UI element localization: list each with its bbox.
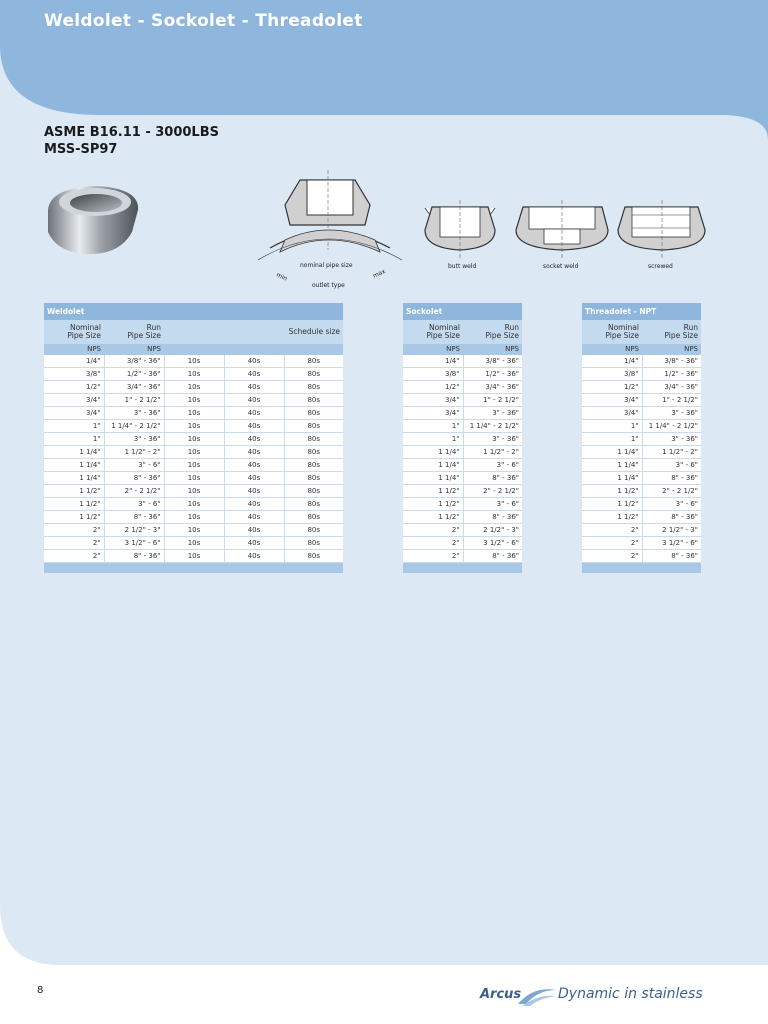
table-cell: 80s — [284, 446, 343, 459]
brand-tagline: Dynamic in stainless — [558, 986, 703, 1002]
table-row — [44, 550, 343, 563]
table-cell: 1 1/2" - 2" — [463, 446, 522, 459]
table-cell: 1" — [582, 420, 642, 433]
table-cell: 3/4" — [582, 394, 642, 407]
table-cell: 80s — [284, 368, 343, 381]
table-row — [403, 407, 522, 420]
table-cell: 3/8" — [44, 368, 104, 381]
min-label: min — [275, 271, 289, 283]
table-cell: 3" - 6" — [104, 498, 164, 511]
table-cell: 80s — [284, 472, 343, 485]
table-cell: 2" — [403, 524, 463, 537]
table-cell: 3" - 36" — [463, 407, 522, 420]
table-cell: 1 1/4" - 2 1/2" — [463, 420, 522, 433]
table-row — [403, 524, 522, 537]
table-cell: 3" - 6" — [642, 459, 701, 472]
table-cell: 1 1/2" — [582, 485, 642, 498]
table-cell: 80s — [284, 550, 343, 563]
table-cell: 1" — [44, 433, 104, 446]
table-cell: 2 1/2" - 3" — [104, 524, 164, 537]
table-cell: 40s — [224, 498, 284, 511]
table-cell: 3/4" - 36" — [463, 381, 522, 394]
table-row — [44, 394, 343, 407]
table-cell: 3/8" — [403, 368, 463, 381]
table-row — [44, 472, 343, 485]
table-cell: 2" — [44, 550, 104, 563]
table-row — [403, 485, 522, 498]
table-cell: 1 1/4" — [403, 446, 463, 459]
table-row — [582, 550, 701, 563]
table-cell: 3/4" - 36" — [104, 381, 164, 394]
table-cell: 1 1/4" - 2 1/2" — [104, 420, 164, 433]
table-cell: 1 1/4" — [403, 472, 463, 485]
table-cell: 10s — [164, 498, 224, 511]
table-row — [44, 511, 343, 524]
table-cell: 3" - 36" — [104, 433, 164, 446]
table-cell: 10s — [164, 472, 224, 485]
nps-header: NPS — [403, 344, 463, 355]
table-cell: 80s — [284, 459, 343, 472]
table-cell: 3" - 6" — [463, 498, 522, 511]
weldolet-table — [44, 303, 343, 573]
table-row — [44, 446, 343, 459]
table-cell: 40s — [224, 355, 284, 368]
table-row — [403, 537, 522, 550]
table-row — [582, 511, 701, 524]
table-cell: 1 1/2" — [44, 511, 104, 524]
table-cell: 1/2" — [44, 381, 104, 394]
table-row — [582, 446, 701, 459]
table-cell: 1 1/2" - 2" — [104, 446, 164, 459]
table-cell: 1 1/2" — [44, 485, 104, 498]
table-cell: 2" - 2 1/2" — [642, 485, 701, 498]
table-row — [403, 433, 522, 446]
page-number: 8 — [37, 985, 44, 996]
table-cell: 1 1/4" — [582, 472, 642, 485]
table-cell: 3/8" — [582, 368, 642, 381]
table-cell: 1" - 2 1/2" — [463, 394, 522, 407]
weldolet-product-photo — [40, 180, 145, 260]
butt-weld-label: butt weld — [448, 263, 477, 270]
nps-header: NPS — [104, 344, 164, 355]
nps-header: NPS — [642, 344, 701, 355]
table-cell: 40s — [224, 446, 284, 459]
table-row — [44, 368, 343, 381]
standard-line-2: MSS-SP97 — [44, 142, 118, 157]
sockolet-table — [403, 303, 522, 573]
weldolet-rows — [44, 355, 343, 563]
table-cell: 2" - 2 1/2" — [104, 485, 164, 498]
table-cell: 1/2" - 36" — [642, 368, 701, 381]
table-cell: 40s — [224, 524, 284, 537]
table-cell: 3" - 36" — [104, 407, 164, 420]
max-label: max — [371, 267, 387, 280]
table-cell: 80s — [284, 498, 343, 511]
table-cell: 10s — [164, 355, 224, 368]
threadolet-rows — [582, 355, 701, 563]
table-cell: 1" — [403, 433, 463, 446]
table-row — [44, 537, 343, 550]
table-cell: 1 1/2" — [403, 511, 463, 524]
table-cell: 40s — [224, 394, 284, 407]
brand-name: Arcus — [480, 987, 522, 1002]
table-cell: 2" — [44, 537, 104, 550]
table-cell: 3 1/2" - 6" — [463, 537, 522, 550]
table-row — [582, 394, 701, 407]
table-cell: 10s — [164, 394, 224, 407]
table-cell: 3/8" - 36" — [642, 355, 701, 368]
table-cell: 8" - 36" — [642, 472, 701, 485]
table-cell: 3/4" — [44, 394, 104, 407]
table-cell: 1 1/2" - 2" — [642, 446, 701, 459]
table-cell: 1 1/2" — [582, 511, 642, 524]
table-row — [403, 420, 522, 433]
table-cell: 2" — [44, 524, 104, 537]
table-cell: 2" - 2 1/2" — [463, 485, 522, 498]
table-cell: 3" - 6" — [104, 459, 164, 472]
table-cell: 80s — [284, 524, 343, 537]
table-cell: 10s — [164, 459, 224, 472]
table-cell: 2" — [403, 537, 463, 550]
table-row — [403, 498, 522, 511]
table-cell: 1 1/4" — [44, 472, 104, 485]
nps-header: NPS — [44, 344, 104, 355]
sockolet-rows — [403, 355, 522, 563]
table-cell: 1/4" — [582, 355, 642, 368]
run-pipe-size-header: Run Pipe Size — [642, 320, 701, 344]
table-cell: 1 1/4" — [582, 459, 642, 472]
table-row — [582, 524, 701, 537]
table-cell: 8" - 36" — [104, 550, 164, 563]
table-row — [44, 485, 343, 498]
table-cell: 3/8" - 36" — [104, 355, 164, 368]
table-cell: 8" - 36" — [463, 472, 522, 485]
table-cell: 10s — [164, 381, 224, 394]
table-row — [582, 485, 701, 498]
table-cell: 8" - 36" — [463, 511, 522, 524]
table-cell: 1/4" — [44, 355, 104, 368]
table-row — [582, 498, 701, 511]
run-pipe-size-header: Run Pipe Size — [463, 320, 522, 344]
standard-heading — [44, 124, 219, 158]
table-cell: 8" - 36" — [642, 550, 701, 563]
nominal-pipe-size-label: nominal pipe size — [300, 262, 353, 269]
table-row — [582, 472, 701, 485]
table-cell: 10s — [164, 407, 224, 420]
nominal-pipe-size-header: Nominal Pipe Size — [582, 320, 642, 344]
screwed-label: screwed — [648, 263, 673, 270]
table-cell: 2" — [582, 537, 642, 550]
table-cell: 10s — [164, 368, 224, 381]
table-cell: 1 1/2" — [403, 498, 463, 511]
run-pipe-size-header: Run Pipe Size — [104, 320, 164, 344]
outlet-type-label: outlet type — [312, 282, 345, 289]
table-row — [582, 420, 701, 433]
table-cell: 1 1/2" — [44, 498, 104, 511]
table-cell: 10s — [164, 524, 224, 537]
table-row — [44, 407, 343, 420]
table-cell: 1/2" - 36" — [463, 368, 522, 381]
table-cell: 40s — [224, 472, 284, 485]
table-cell: 1" - 2 1/2" — [104, 394, 164, 407]
table-cell: 1 1/2" — [403, 485, 463, 498]
table-cell: 3" - 36" — [642, 407, 701, 420]
threadolet-title: Threadolet - NPT — [582, 303, 701, 320]
table-cell: 1" — [582, 433, 642, 446]
outlet-dimension-diagram — [250, 170, 710, 290]
table-cell: 1" — [403, 420, 463, 433]
socket-weld-label: socket weld — [543, 263, 579, 270]
table-cell: 10s — [164, 537, 224, 550]
table-row — [44, 524, 343, 537]
threadolet-table — [582, 303, 701, 573]
table-cell: 1 1/2" — [582, 498, 642, 511]
table-cell: 80s — [284, 394, 343, 407]
standard-line-1: ASME B16.11 - 3000LBS — [44, 125, 219, 140]
table-cell: 1 1/4" — [44, 446, 104, 459]
nps-header: NPS — [463, 344, 522, 355]
table-cell: 80s — [284, 537, 343, 550]
table-row — [582, 407, 701, 420]
table-row — [403, 550, 522, 563]
table-cell: 3/4" — [403, 407, 463, 420]
table-cell: 8" - 36" — [642, 511, 701, 524]
table-row — [403, 511, 522, 524]
table-cell: 3/4" - 36" — [642, 381, 701, 394]
table-row — [403, 381, 522, 394]
table-cell: 10s — [164, 433, 224, 446]
table-cell: 3/8" - 36" — [463, 355, 522, 368]
table-cell: 2 1/2" - 3" — [463, 524, 522, 537]
table-cell: 1/2" — [582, 381, 642, 394]
table-cell: 40s — [224, 550, 284, 563]
table-row — [44, 498, 343, 511]
nominal-pipe-size-header: Nominal Pipe Size — [403, 320, 463, 344]
table-cell: 10s — [164, 511, 224, 524]
table-cell: 80s — [284, 511, 343, 524]
table-cell: 40s — [224, 433, 284, 446]
table-cell: 3/4" — [403, 394, 463, 407]
table-row — [403, 368, 522, 381]
table-cell: 1/4" — [403, 355, 463, 368]
table-cell: 40s — [224, 420, 284, 433]
weldolet-title: Weldolet — [44, 303, 343, 320]
table-row — [582, 381, 701, 394]
table-row — [582, 355, 701, 368]
table-cell: 80s — [284, 433, 343, 446]
table-cell: 2" — [582, 550, 642, 563]
table-row — [44, 381, 343, 394]
table-cell: 1/2" - 36" — [104, 368, 164, 381]
table-cell: 40s — [224, 381, 284, 394]
nominal-pipe-size-header: Nominal Pipe Size — [44, 320, 104, 344]
table-row — [403, 472, 522, 485]
table-row — [582, 459, 701, 472]
schedule-size-header: Schedule size — [164, 320, 343, 344]
table-cell: 3/4" — [582, 407, 642, 420]
table-cell: 1 1/4" — [403, 459, 463, 472]
table-cell: 40s — [224, 368, 284, 381]
table-cell: 80s — [284, 355, 343, 368]
nps-header: NPS — [582, 344, 642, 355]
table-cell: 8" - 36" — [104, 511, 164, 524]
page-title: Weldolet - Sockolet - Threadolet — [44, 11, 363, 31]
table-cell: 3 1/2" - 6" — [642, 537, 701, 550]
table-cell: 1/2" — [403, 381, 463, 394]
sockolet-title: Sockolet — [403, 303, 522, 320]
table-cell: 3" - 6" — [463, 459, 522, 472]
table-cell: 8" - 36" — [463, 550, 522, 563]
table-row — [44, 420, 343, 433]
table-cell: 1 1/4" — [582, 446, 642, 459]
table-cell: 3 1/2" - 6" — [104, 537, 164, 550]
table-cell: 3/4" — [44, 407, 104, 420]
table-cell: 10s — [164, 420, 224, 433]
table-cell: 3" - 36" — [642, 433, 701, 446]
table-cell: 2 1/2" - 3" — [642, 524, 701, 537]
table-cell: 1 1/4" - 2 1/2" — [642, 420, 701, 433]
table-cell: 40s — [224, 511, 284, 524]
table-cell: 10s — [164, 485, 224, 498]
table-row — [582, 368, 701, 381]
table-cell: 3" - 6" — [642, 498, 701, 511]
table-cell: 80s — [284, 420, 343, 433]
table-cell: 10s — [164, 550, 224, 563]
table-cell: 1 1/4" — [44, 459, 104, 472]
table-row — [582, 433, 701, 446]
table-row — [44, 459, 343, 472]
table-row — [403, 446, 522, 459]
table-row — [44, 433, 343, 446]
table-cell: 80s — [284, 407, 343, 420]
table-cell: 40s — [224, 459, 284, 472]
table-cell: 40s — [224, 485, 284, 498]
table-cell: 80s — [284, 485, 343, 498]
table-row — [403, 394, 522, 407]
table-cell: 2" — [582, 524, 642, 537]
table-cell: 8" - 36" — [104, 472, 164, 485]
table-cell: 40s — [224, 537, 284, 550]
table-cell: 80s — [284, 381, 343, 394]
table-cell: 1" — [44, 420, 104, 433]
table-cell: 10s — [164, 446, 224, 459]
table-row — [403, 459, 522, 472]
table-cell: 1" - 2 1/2" — [642, 394, 701, 407]
table-row — [582, 537, 701, 550]
table-row — [403, 355, 522, 368]
table-row — [44, 355, 343, 368]
table-cell: 2" — [403, 550, 463, 563]
table-cell: 3" - 36" — [463, 433, 522, 446]
table-cell: 40s — [224, 407, 284, 420]
